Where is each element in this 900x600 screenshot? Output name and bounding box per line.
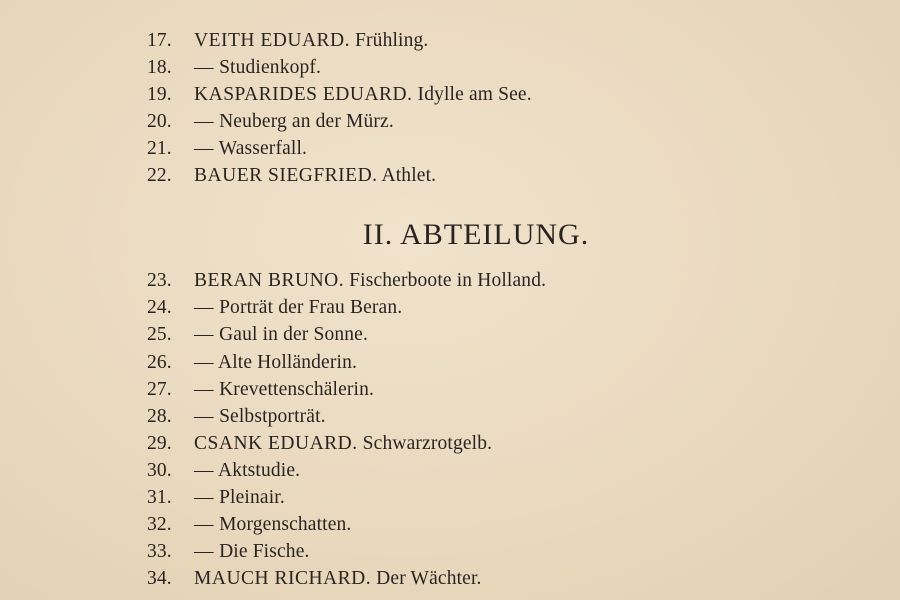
entry-artist: — bbox=[194, 487, 215, 508]
catalog-entry bbox=[147, 377, 374, 403]
catalog-entry bbox=[147, 539, 310, 565]
catalog-entry bbox=[147, 404, 326, 430]
entry-number: 27. bbox=[147, 379, 172, 400]
entry-title: Selbstporträt. bbox=[219, 406, 326, 427]
entry-artist: — bbox=[194, 379, 215, 400]
catalog-entry bbox=[147, 350, 357, 376]
entry-title: Athlet. bbox=[381, 165, 437, 186]
catalog-entry bbox=[147, 322, 368, 348]
entry-number: 17. bbox=[147, 30, 172, 51]
entry-title: Gaul in der Sonne. bbox=[219, 324, 368, 345]
catalog-entry bbox=[147, 109, 394, 135]
entry-artist: — bbox=[194, 541, 215, 562]
catalog-entry bbox=[147, 295, 402, 321]
entry-artist: — bbox=[194, 514, 215, 535]
entry-number: 18. bbox=[147, 57, 172, 78]
entry-title: Morgenschatten. bbox=[219, 514, 352, 535]
entry-artist: — bbox=[194, 406, 215, 427]
entry-artist: — bbox=[194, 57, 215, 78]
entry-number: 19. bbox=[147, 84, 172, 105]
entry-title: Porträt der Frau Beran. bbox=[219, 297, 403, 318]
entry-number: 31. bbox=[147, 487, 172, 508]
entry-artist: BERAN BRUNO. bbox=[194, 270, 345, 291]
catalog-entry bbox=[147, 458, 300, 484]
entry-artist: — bbox=[194, 352, 215, 373]
entry-title: Wasserfall. bbox=[218, 138, 308, 159]
entry-number: 34. bbox=[147, 568, 172, 589]
catalog-entry bbox=[147, 136, 307, 162]
entry-number: 21. bbox=[147, 138, 172, 159]
entry-title: Der Wächter. bbox=[376, 568, 482, 589]
entry-number: 29. bbox=[147, 433, 172, 454]
entry-number: 20. bbox=[147, 111, 172, 132]
entry-artist: MAUCH RICHARD. bbox=[194, 568, 372, 589]
entry-title: Aktstudie. bbox=[217, 460, 301, 481]
entry-artist: — bbox=[194, 297, 215, 318]
entry-title: Neuberg an der Mürz. bbox=[219, 111, 394, 132]
entry-title: Studienkopf. bbox=[219, 57, 322, 78]
entry-number: 23. bbox=[147, 270, 172, 291]
entry-title: Krevettenschälerin. bbox=[219, 379, 375, 400]
entry-artist: CSANK EDUARD. bbox=[194, 433, 358, 454]
catalog-entry bbox=[147, 512, 351, 538]
catalog-entry bbox=[147, 82, 532, 108]
entry-title: Die Fische. bbox=[219, 541, 310, 562]
entry-artist: KASPARIDES EDUARD. bbox=[194, 84, 413, 105]
entry-title: Pleinair. bbox=[219, 487, 285, 508]
entry-title: Schwarzrotgelb. bbox=[362, 433, 493, 454]
catalog-entry bbox=[147, 485, 285, 511]
entry-number: 33. bbox=[147, 541, 172, 562]
catalog-entry bbox=[147, 28, 428, 54]
catalog-entry bbox=[147, 566, 482, 592]
catalog-entry bbox=[147, 55, 321, 81]
entry-number: 32. bbox=[147, 514, 172, 535]
catalog-entry bbox=[147, 268, 546, 294]
entry-title: Alte Holländerin. bbox=[217, 352, 357, 373]
entry-artist: — bbox=[194, 324, 215, 345]
entry-title: Frühling. bbox=[355, 30, 429, 51]
catalog-entry bbox=[147, 431, 492, 457]
entry-number: 22. bbox=[147, 165, 172, 186]
entry-artist: BAUER SIEGFRIED. bbox=[194, 165, 378, 186]
entry-artist: VEITH EDUARD. bbox=[194, 30, 351, 51]
entry-number: 28. bbox=[147, 406, 172, 427]
entry-artist: — bbox=[194, 460, 215, 481]
entry-title: Idylle am See. bbox=[417, 84, 532, 105]
entry-number: 24. bbox=[147, 297, 172, 318]
entry-title: Fischerboote in Holland. bbox=[349, 270, 547, 291]
entry-number: 30. bbox=[147, 460, 172, 481]
entry-number: 25. bbox=[147, 324, 172, 345]
catalog-entry bbox=[147, 163, 436, 189]
section-heading: II. ABTEILUNG. bbox=[362, 218, 590, 251]
entry-artist: — bbox=[194, 138, 215, 159]
entry-number: 26. bbox=[147, 352, 172, 373]
entry-artist: — bbox=[194, 111, 215, 132]
